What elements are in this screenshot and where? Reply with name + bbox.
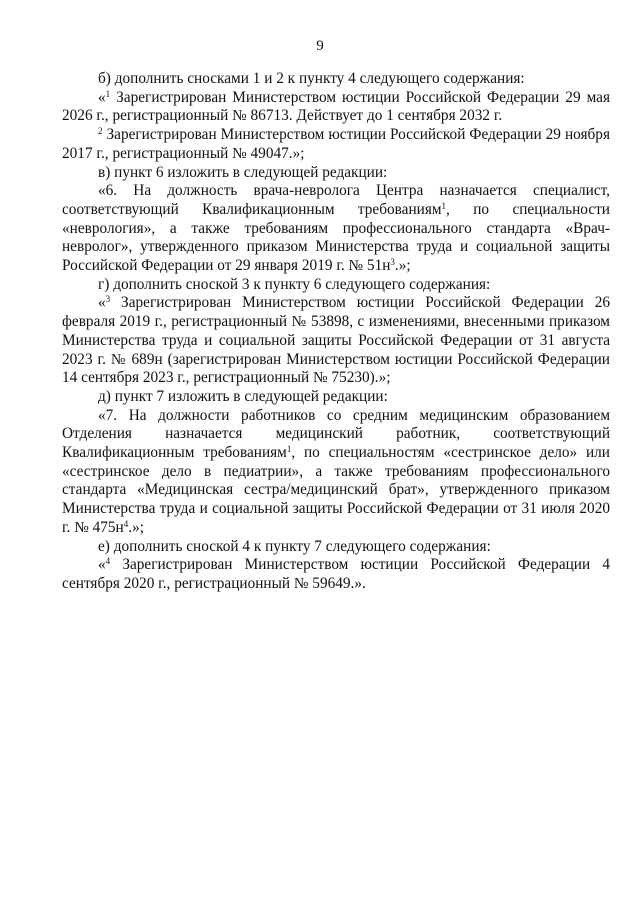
paragraph-text: б) дополнить сносками 1 и 2 к пункту 4 следующего содержания: — [98, 70, 525, 87]
footnote-marker: 1 — [286, 444, 292, 455]
paragraph — [62, 276, 610, 295]
paragraph-text: Зарегистрирован Министерством юстиции Российской Федерации 29 ноября 2017 г., регистрационный № 49047.»; — [62, 126, 610, 162]
footnote-marker: 3 — [105, 294, 111, 305]
footnote-marker: 2 — [98, 126, 103, 137]
paragraph-text: «6. На должность врача-невролога Центра назначается специалист, соответствующий Квалификационным требованиям — [62, 182, 610, 218]
paragraph — [62, 89, 610, 126]
paragraph-text: Зарегистрирован Министерством юстиции Российской Федерации 4 сентября 2020 г., регистрационный № 59649.». — [62, 556, 610, 592]
paragraph-text: .»; — [128, 518, 144, 536]
paragraph-text: е) дополнить сноской 4 к пункту 7 следующего содержания: — [98, 537, 491, 555]
paragraph-text: .»; — [394, 257, 411, 275]
paragraph-text: « — [98, 294, 106, 312]
paragraph — [62, 126, 610, 163]
paragraph-text: в) пункт 6 изложить в следующей редакции: — [98, 163, 388, 181]
paragraph-text: Зарегистрирован Министерством юстиции Российской Федерации 26 февраля 2019 г., регистрационный № 53898, с изменениями, внесенными приказом Министерства труда и социальной защиты Российской Федерации от 31 августа 2023 г. № 689н (зарегистрирован Министерством юстиции Российской Федерации 14 сентября 2023 г., регистрационный № 75230).»; — [62, 294, 610, 387]
footnote-marker: 1 — [441, 200, 447, 211]
paragraph — [62, 556, 610, 593]
document-body — [62, 70, 610, 594]
paragraph-text: г) дополнить сноской 3 к пункту 6 следующего содержания: — [98, 275, 491, 293]
paragraph — [62, 294, 610, 388]
footnote-marker: 3 — [390, 257, 395, 268]
paragraph-text: , по специальности «неврология», а также требованиям профессионального стандарта «Врач-невролог», утвержденного приказом Министерства труда и социальной защиты Российской Федерации от 29 января 2019 г. № 51н — [62, 200, 610, 275]
paragraph — [62, 407, 610, 538]
paragraph — [62, 164, 610, 183]
paragraph-text: « — [98, 556, 106, 574]
paragraph-text: , по специальностям «сестринское дело» или «сестринское дело в педиатрии», а также требованиям профессионального стандарта «Медицинская сестра/медицинский брат», утвержденного приказом Министерства труда и социальной защиты Российской Федерации от 31 июля 2020 г. № 475н — [62, 444, 610, 536]
paragraph — [62, 182, 610, 276]
paragraph — [62, 70, 610, 89]
paragraph-text: «7. На должности работников со средним медицинским образованием Отделения назначается медицинский работник, соответствующий Квалификационным требованиям — [62, 406, 610, 462]
footnote-marker: 4 — [123, 518, 129, 529]
footnote-marker: 4 — [105, 556, 111, 567]
footnote-marker: 1 — [105, 88, 111, 99]
paragraph-text: Зарегистрирован Министерством юстиции Российской Федерации 29 мая 2026 г., регистрационный № 86713. Действует до 1 сентября 2032 г. — [62, 88, 610, 125]
paragraph-text: д) пункт 7 изложить в следующей редакции: — [98, 387, 388, 405]
paragraph — [62, 388, 610, 407]
paragraph — [62, 538, 610, 557]
page-number: 9 — [316, 38, 324, 54]
paragraph-text: « — [98, 88, 106, 106]
